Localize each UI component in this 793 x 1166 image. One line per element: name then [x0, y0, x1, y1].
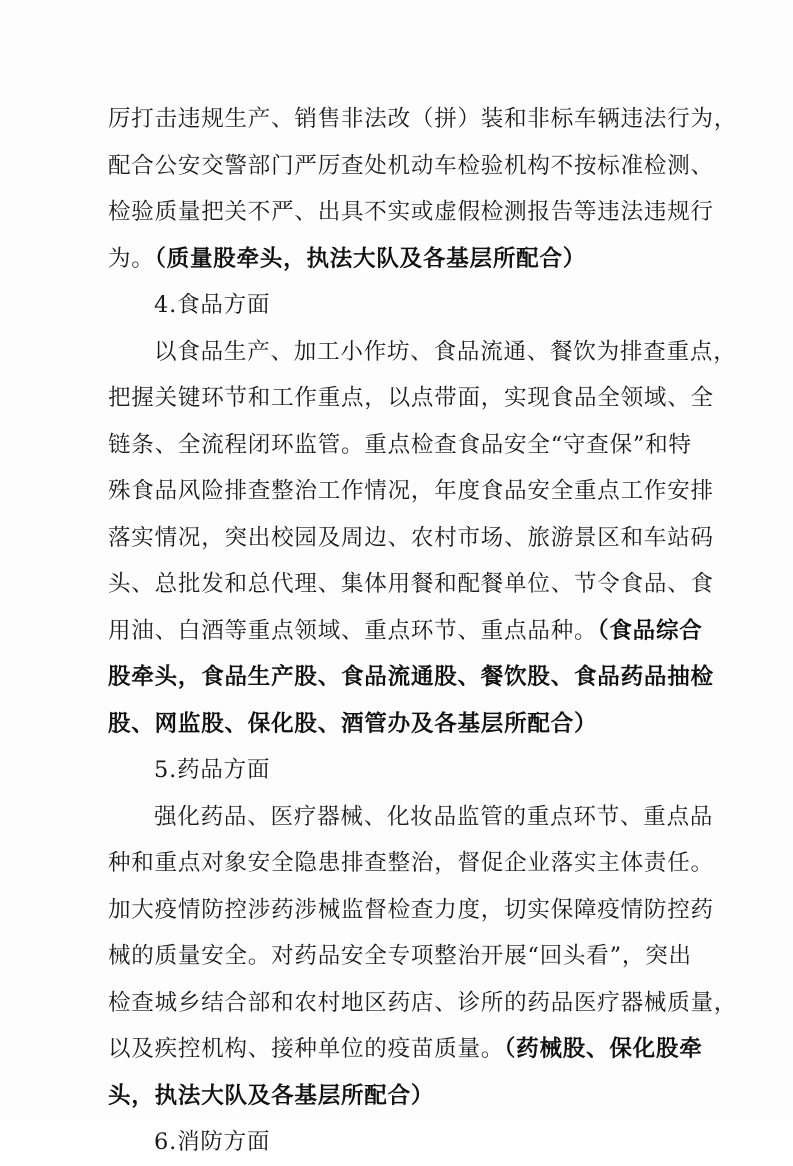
paragraph-line: 种和重点对象安全隐患排查整治，督促企业落实主体责任。: [108, 850, 714, 876]
paragraph-line: 以食品生产、加工小作坊、食品流通、餐饮为排查重点，: [154, 338, 737, 365]
paragraph-line: 落实情况，突出校园及周边、农村市场、旅游景区和车站码: [108, 524, 714, 551]
section-heading-drugs: 5.药品方面: [154, 757, 271, 783]
paragraph-line: [108, 236, 688, 283]
paragraph-line: 械的质量安全。对药品安全专项整治开展“回头看”，突出: [108, 943, 692, 969]
document-body: [108, 96, 738, 1166]
paragraph-line: 头、总批发和总代理、集体用餐和配餐单位、节令食品、食: [108, 571, 714, 597]
paragraph-line: 厉打击违规生产、销售非法改（拼）装和非标车辆违法行为，: [108, 106, 738, 132]
section-heading-fire: 6.消防方面: [154, 1129, 271, 1155]
paragraph-text: 用油、白酒等重点领域、重点环节、重点品种。: [108, 617, 598, 644]
paragraph-line: 把握关键环节和工作重点，以点带面，实现食品全领域、全: [108, 385, 714, 411]
paragraph-line: 检验质量把关不严、出具不实或虚假检测报告等违法违规行: [108, 199, 714, 225]
paragraph-line: 强化药品、医疗器械、化妆品监管的重点环节、重点品: [154, 803, 714, 830]
responsibility-note: （食品综合: [597, 617, 703, 644]
paragraph-line: 检查城乡结合部和农村地区药店、诊所的药品医疗器械质量，: [108, 989, 738, 1016]
paragraph-line: [108, 1026, 703, 1073]
responsibility-note: （药械股、保化股牵: [504, 1036, 703, 1062]
paragraph-line: 殊食品风险排查整治工作情况，年度食品安全重点工作安排: [108, 478, 714, 504]
paragraph-text: 以及疾控机构、接种单位的疫苗质量。: [108, 1036, 505, 1062]
section-heading-food: 4.食品方面: [154, 292, 271, 318]
responsibility-note: 股牵头，食品生产股、食品流通股、餐饮股、食品药品抽检: [108, 664, 714, 690]
paragraph-line: 链条、全流程闭环监管。重点检查食品安全“守查保”和特: [108, 431, 692, 458]
responsibility-note: 头，执法大队及各基层所配合）: [108, 1082, 435, 1109]
paragraph-line: [108, 608, 703, 655]
responsibility-note: （质量股牵头，执法大队及各基层所配合）: [154, 245, 587, 272]
paragraph-line: 加大疫情防控涉药涉械监督检查力度，切实保障疫情防控药: [108, 896, 714, 923]
paragraph-line: 配合公安交警部门严厉查处机动车检验机构不按标准检测、: [108, 152, 714, 179]
responsibility-note: 股、网监股、保化股、酒管办及各基层所配合）: [108, 710, 598, 737]
paragraph-text: 为。: [108, 245, 155, 272]
